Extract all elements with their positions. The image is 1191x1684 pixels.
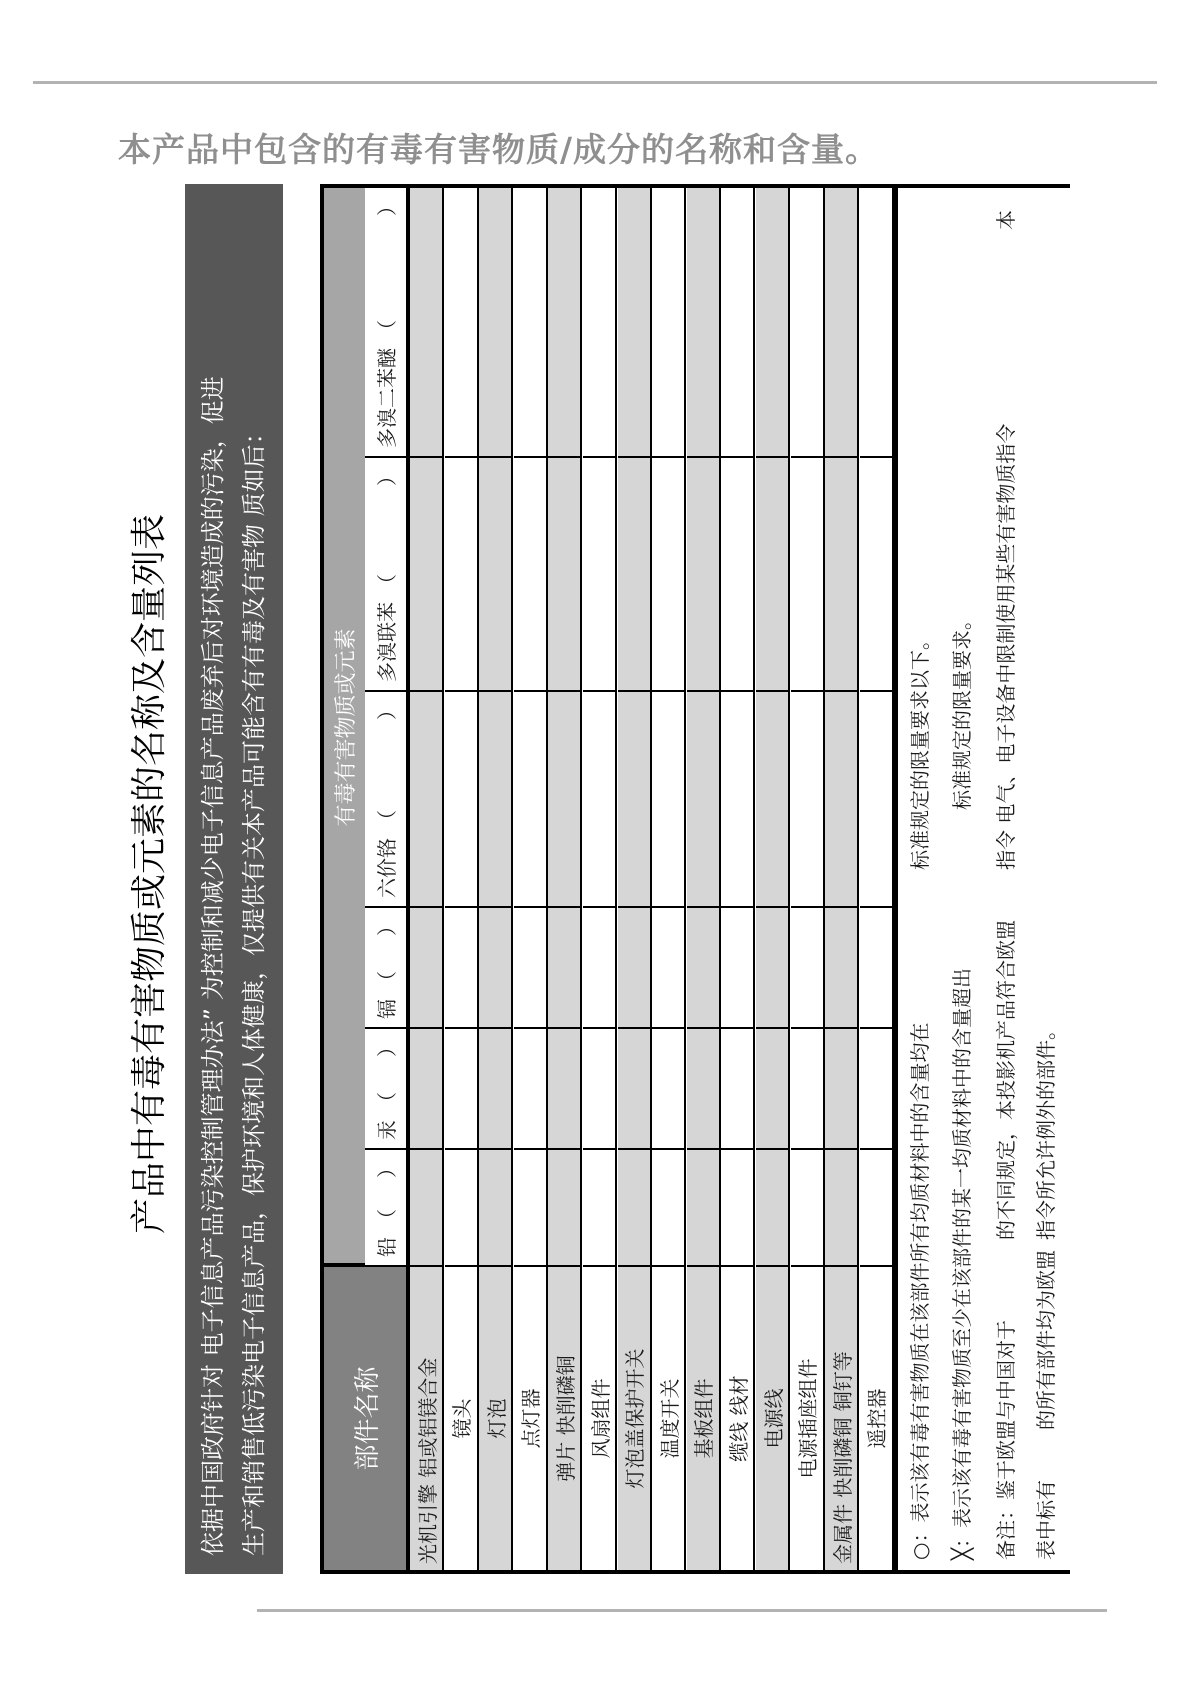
- table-row: [860, 188, 894, 1570]
- substance-cell: [756, 1029, 790, 1150]
- substance-cell: [410, 458, 444, 692]
- column-header-parens: [371, 916, 400, 999]
- paren-close: ）: [375, 466, 399, 486]
- substance-cell: [514, 692, 548, 908]
- substance-cell: [445, 1150, 479, 1267]
- part-name-cell: 遥控器: [860, 1267, 894, 1570]
- table-row: [791, 188, 825, 1570]
- table-row: [445, 188, 479, 1570]
- substance-cell: [860, 908, 894, 1029]
- substance-cell: [652, 692, 686, 908]
- substance-cell: [514, 188, 548, 458]
- substance-cell: [652, 1150, 686, 1267]
- substance-cell: [791, 1150, 825, 1267]
- substance-cell: [791, 692, 825, 908]
- column-header-name: 六价铬: [375, 838, 399, 898]
- table-row: [583, 188, 617, 1570]
- paren-open: （: [375, 810, 399, 830]
- top-rule: [33, 81, 1157, 84]
- column-header-name: 铅: [375, 1237, 399, 1257]
- note-cross-b: 标准规定的限量要求。: [950, 610, 974, 810]
- substance-cell: [687, 1029, 721, 1150]
- substance-cell: [618, 458, 652, 692]
- substance-cell: [479, 1150, 513, 1267]
- substance-cell: [479, 458, 513, 692]
- paren-close: ）: [375, 196, 399, 216]
- substance-cell: [548, 458, 582, 692]
- substance-cell: [825, 692, 859, 908]
- rotated-content: [120, 184, 1110, 1574]
- substance-cell: [514, 1029, 548, 1150]
- substance-cell: [791, 1029, 825, 1150]
- substance-cell: [860, 458, 894, 692]
- substance-cell: [548, 692, 582, 908]
- substance-cell: [548, 188, 582, 458]
- paren-open: （: [375, 1209, 399, 1229]
- part-name-cell: 点灯器: [514, 1267, 548, 1570]
- substance-cell: [548, 1150, 582, 1267]
- part-name-cell: 镜头: [445, 1267, 479, 1570]
- bottom-rule: [257, 1609, 1107, 1612]
- part-name-cell: 灯泡盖保护开关: [618, 1267, 652, 1570]
- substance-cell: [548, 908, 582, 1029]
- paren-open: （: [375, 574, 399, 594]
- table-row: [548, 188, 582, 1570]
- substance-cell: [687, 1150, 721, 1267]
- intro-line-1: 依据中国政府针对 电子信息产品污染控制管理办法” 为控制和减少电子信息产品废弃后对环境造成的污染，促进: [199, 376, 227, 1556]
- table-row: [618, 188, 652, 1570]
- substance-cell: [618, 1150, 652, 1267]
- column-header-6: [365, 188, 406, 458]
- substance-cell: [825, 188, 859, 458]
- table-row: [825, 188, 859, 1570]
- substance-cell: [583, 1029, 617, 1150]
- part-name-cell: 电源线: [756, 1267, 790, 1570]
- substance-cell: [756, 1150, 790, 1267]
- substance-cell: [479, 908, 513, 1029]
- substance-cell: [479, 1029, 513, 1150]
- substance-cell: [410, 1150, 444, 1267]
- paren-open: （: [375, 1092, 399, 1112]
- column-header-4: [365, 692, 406, 908]
- substance-cell: [721, 1029, 755, 1150]
- substance-cell: [410, 1029, 444, 1150]
- note-remark-d: 本: [994, 210, 1018, 230]
- substance-cell: [791, 908, 825, 1029]
- part-name-cell: 灯泡: [479, 1267, 513, 1570]
- substance-cell: [618, 188, 652, 458]
- column-header-1: [365, 1150, 406, 1267]
- note-remark-b: 的不同规定，本投影机产品符合欧盟: [994, 920, 1018, 1240]
- substance-cell: [756, 458, 790, 692]
- substance-cell: [514, 1150, 548, 1267]
- substance-cell: [410, 188, 444, 458]
- substance-cell: [687, 188, 721, 458]
- substance-cell: [583, 692, 617, 908]
- substance-cell: [652, 188, 686, 458]
- substance-cell: [514, 458, 548, 692]
- substance-cell: [721, 188, 755, 458]
- part-name-cell: 风扇组件: [583, 1267, 617, 1570]
- column-header-3: [365, 908, 406, 1029]
- substance-cell: [721, 908, 755, 1029]
- part-name-cell: 光机引擎 铝或铝镁合金: [410, 1267, 444, 1570]
- part-name-cell: 温度开关: [652, 1267, 686, 1570]
- table-row: [479, 188, 513, 1570]
- column-header-parens: [371, 700, 400, 838]
- paren-close: ）: [375, 1158, 399, 1178]
- part-name-cell: 基板组件: [687, 1267, 721, 1570]
- column-header-parens: [371, 196, 400, 348]
- hazardous-substance-table: [320, 184, 1070, 1574]
- part-name-cell: 金属件 快削磷铜 铜钉等: [825, 1267, 859, 1570]
- table-row: [410, 188, 444, 1570]
- substance-cell: [687, 908, 721, 1029]
- substance-cell: [410, 692, 444, 908]
- substance-cell: [825, 458, 859, 692]
- substance-cell: [583, 458, 617, 692]
- column-header-parens: [371, 1037, 400, 1120]
- substance-cell: [548, 1029, 582, 1150]
- column-header-parens: [371, 1158, 400, 1237]
- substance-cell: [860, 1029, 894, 1150]
- table-row: [514, 188, 548, 1570]
- substance-cell: [687, 692, 721, 908]
- table-notes: [894, 188, 1070, 1570]
- paren-open: （: [375, 971, 399, 991]
- substance-cell: [618, 908, 652, 1029]
- note-remark2-a: 表中标有: [1034, 1480, 1058, 1560]
- table-row: [652, 188, 686, 1570]
- table-row: [687, 188, 721, 1570]
- substance-cell: [583, 1150, 617, 1267]
- note-remark-c: 指令 电气、电子设备中限制使用某些有害物质指令: [994, 423, 1018, 870]
- part-name-cell: 弹片 快削磷铜: [548, 1267, 582, 1570]
- substance-cell: [652, 458, 686, 692]
- column-header-5: [365, 458, 406, 692]
- note-circle-b: 标准规定的限量要求以下。: [908, 630, 932, 870]
- substance-cell: [860, 188, 894, 458]
- substance-cell: [825, 1150, 859, 1267]
- substance-cell: [791, 188, 825, 458]
- note-circle-a: ○：表示该有毒有害物质在该部件所有均质材料中的含量均在: [908, 1022, 932, 1560]
- substance-cell: [410, 908, 444, 1029]
- substance-cell: [479, 188, 513, 458]
- intro-box: [185, 184, 283, 1574]
- table-row: [721, 188, 755, 1570]
- substance-cell: [445, 692, 479, 908]
- note-remark2-b: 的所有部件均为欧盟: [1034, 1250, 1058, 1430]
- column-header-name: 多溴联苯: [375, 602, 399, 682]
- column-header-name: 多溴二苯醚: [375, 348, 399, 448]
- table-row: [756, 188, 790, 1570]
- page-heading: 本产品中包含的有毒有害物质/成分的名称和含量。: [118, 130, 880, 169]
- paren-close: ）: [375, 700, 399, 720]
- column-header-parens: [371, 466, 400, 602]
- paren-open: （: [375, 320, 399, 340]
- column-header-2: [365, 1029, 406, 1150]
- note-remark-a: 备注：鉴于欧盟与中国对于: [994, 1320, 1018, 1560]
- paren-close: ）: [375, 916, 399, 936]
- substance-cell: [445, 188, 479, 458]
- substance-cell: [756, 692, 790, 908]
- column-header-name: 镉: [375, 999, 399, 1019]
- substance-cell: [445, 458, 479, 692]
- part-name-cell: 缆线 线材: [721, 1267, 755, 1570]
- substance-cell: [583, 188, 617, 458]
- substance-cell: [721, 692, 755, 908]
- substance-cell: [721, 1150, 755, 1267]
- substance-cell: [618, 692, 652, 908]
- table-title: 产品中有毒有害物质或元素的名称及含量列表: [129, 514, 170, 1235]
- paren-close: ）: [375, 1037, 399, 1057]
- substance-cell: [687, 458, 721, 692]
- substance-cell: [479, 692, 513, 908]
- substance-group-header: 有毒有害物质或元素: [324, 188, 365, 1267]
- column-header-name: 汞: [375, 1120, 399, 1140]
- substance-cell: [756, 188, 790, 458]
- substance-cell: [514, 908, 548, 1029]
- intro-line-2: 生产和销售低污染电子信息产品，保护环境和人体健康，仅提供有关本产品可能含有有毒及有害物 质如后：: [240, 420, 268, 1556]
- substance-cell: [860, 1150, 894, 1267]
- substance-cell: [618, 1029, 652, 1150]
- part-name-cell: 电源插座组件: [791, 1267, 825, 1570]
- substance-cell: [652, 908, 686, 1029]
- note-remark2-c: 指令所允许例外的部件。: [1034, 1020, 1058, 1240]
- substance-cell: [791, 458, 825, 692]
- substance-cell: [583, 908, 617, 1029]
- substance-cell: [721, 458, 755, 692]
- note-cross-a: ╳：表示该有毒有害物质至少在该部件的某一均质材料中的含量超出: [950, 967, 974, 1560]
- substance-cell: [445, 1029, 479, 1150]
- part-name-header: 部件名称: [324, 1267, 406, 1570]
- substance-cell: [756, 908, 790, 1029]
- substance-cell: [445, 908, 479, 1029]
- substance-cell: [825, 1029, 859, 1150]
- substance-cell: [652, 1029, 686, 1150]
- substance-cell: [825, 908, 859, 1029]
- substance-cell: [860, 692, 894, 908]
